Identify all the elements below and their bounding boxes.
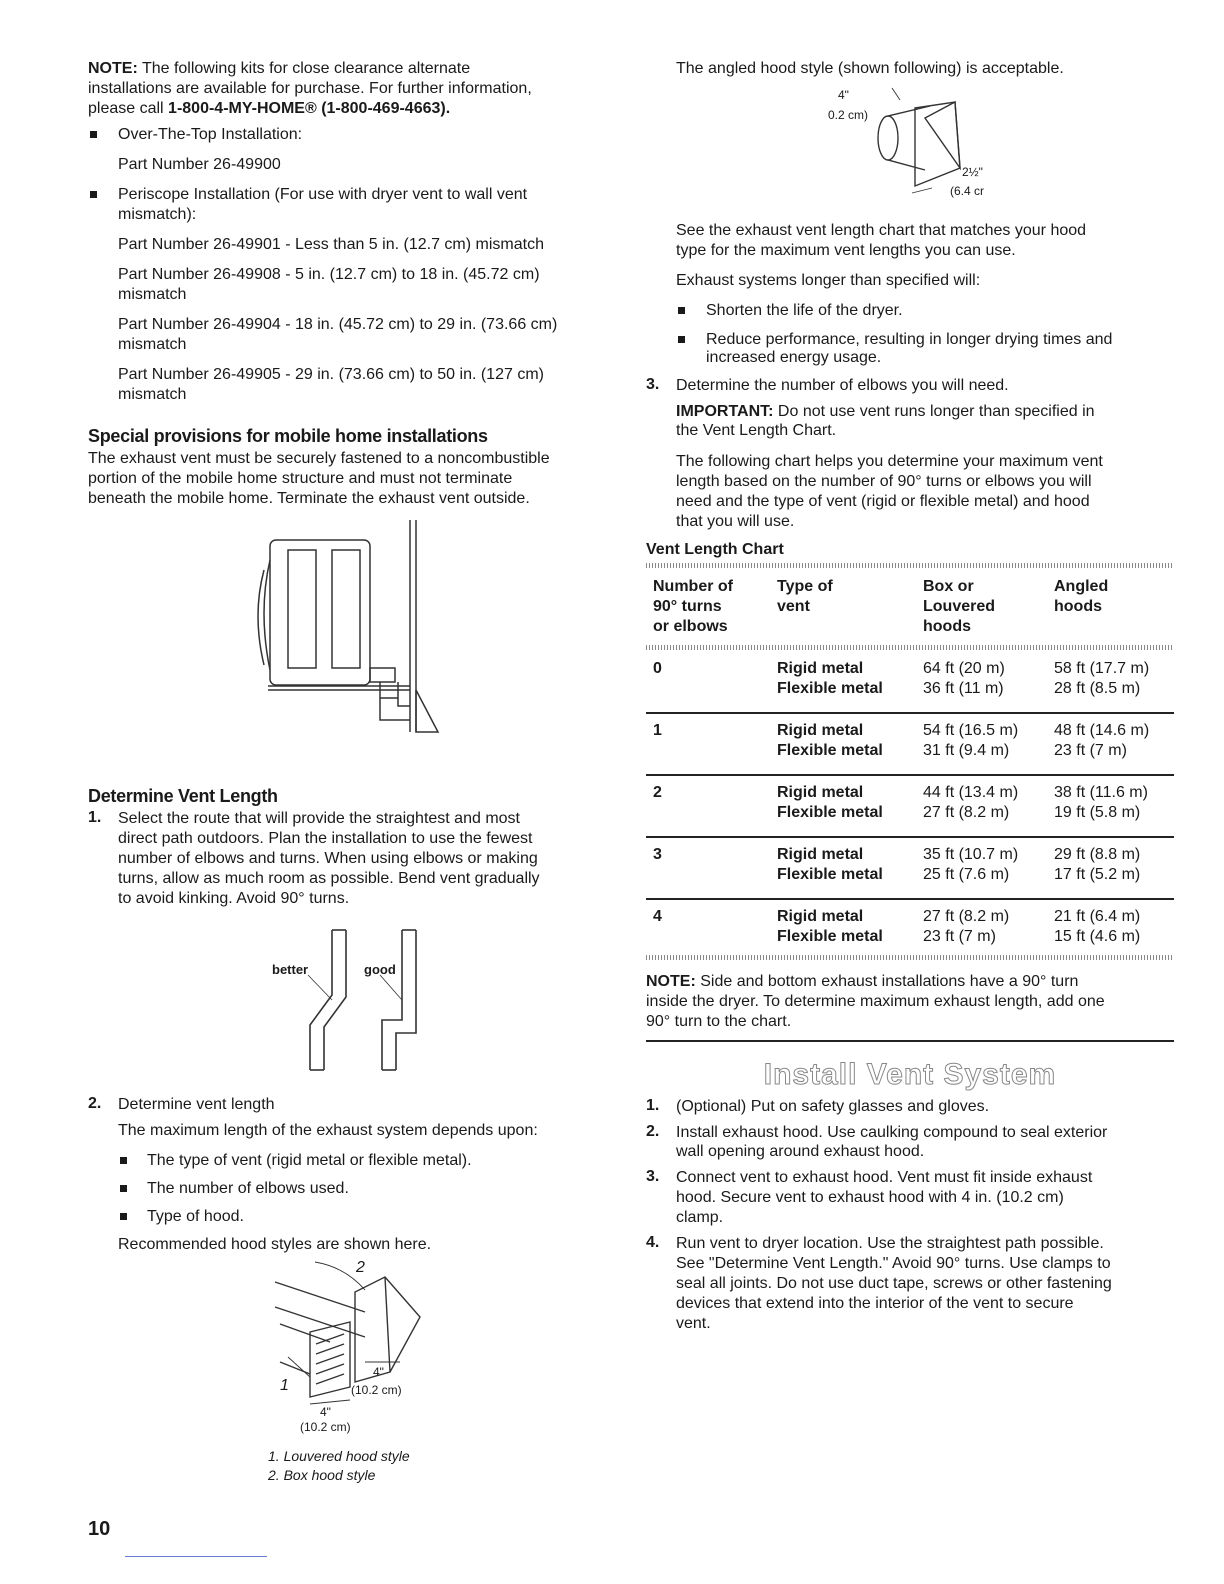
install-step-3: clamp. xyxy=(676,1209,724,1226)
cell-box-flexible: 25 ft (7.6 m) xyxy=(923,866,1010,883)
header-line: hoods xyxy=(1054,598,1102,615)
cell-rigid: Rigid metal xyxy=(777,846,864,863)
vent-length-chart-title: Vent Length Chart xyxy=(646,541,784,558)
kit-over-the-top: Over-The-Top Installation: xyxy=(118,126,303,143)
dimension-label: (10.2 cm) xyxy=(351,1383,402,1397)
table-header-turns xyxy=(653,577,733,637)
step-3-text: Determine the number of elbows you will need. xyxy=(676,377,1009,394)
part-number-line: mismatch xyxy=(118,336,187,353)
see-chart-text: type for the maximum vent lengths you can use. xyxy=(676,242,1016,259)
mobile-home-text: The exhaust vent must be securely fastened to a noncombustible xyxy=(88,450,550,467)
header-line: or elbows xyxy=(653,618,728,635)
effect-item: increased energy usage. xyxy=(706,349,882,366)
row-divider xyxy=(646,774,1174,776)
figure-label-2: 2 xyxy=(356,1259,365,1276)
cell-flexible: Flexible metal xyxy=(777,742,883,759)
install-step-4: seal all joints. Do not use duct tape, screws or other fastening xyxy=(676,1275,1112,1292)
part-number-line: mismatch xyxy=(118,386,187,403)
step-1-text: Select the route that will provide the straightest and most xyxy=(118,810,520,827)
part-number-line: Part Number 26-49904 - 18 in. (45.72 cm) to 29 in. (73.66 cm) xyxy=(118,316,558,333)
dimension-label: 4" xyxy=(320,1405,331,1419)
cell-angled-rigid: 29 ft (8.8 m) xyxy=(1054,846,1141,863)
effect-item: Shorten the life of the dryer. xyxy=(706,302,903,319)
figure-caption: 1. Louvered hood style xyxy=(268,1448,410,1464)
bullet-icon xyxy=(678,307,685,314)
good-label: good xyxy=(364,962,396,977)
note-text: Side and bottom exhaust installations have a 90° turn xyxy=(695,973,1079,990)
cell-angled-flexible: 15 ft (4.6 m) xyxy=(1054,928,1141,945)
see-chart-text: See the exhaust vent length chart that matches your hood xyxy=(676,222,1087,239)
note-text: please call xyxy=(88,100,169,117)
bullet-icon xyxy=(678,336,685,343)
install-vent-system-title: Install Vent System xyxy=(763,1058,1057,1091)
figure-label-1: 1 xyxy=(280,1377,289,1394)
cell-box-rigid: 35 ft (10.7 m) xyxy=(923,846,1019,863)
effect-item: Reduce performance, resulting in longer drying times and xyxy=(706,331,1113,348)
cell-angled-flexible: 28 ft (8.5 m) xyxy=(1054,680,1141,697)
cell-box-flexible: 36 ft (11 m) xyxy=(923,680,1004,697)
recommended-text: Recommended hood styles are shown here. xyxy=(118,1236,432,1253)
step-2-text: The maximum length of the exhaust system depends upon: xyxy=(118,1122,538,1139)
determine-vent-length-heading: Determine Vent Length xyxy=(88,786,278,806)
section-divider xyxy=(646,1040,1174,1042)
install-step-1: (Optional) Put on safety glasses and gloves. xyxy=(676,1098,990,1115)
step-2-text: Determine vent length xyxy=(118,1096,275,1113)
dimension-label: 4" xyxy=(838,88,849,102)
step-1-text: direct path outdoors. Plan the installation to use the fewest xyxy=(118,830,533,847)
page-number: 10 xyxy=(88,1518,111,1540)
note-text: The following kits for close clearance alternate xyxy=(141,60,471,77)
bullet-icon xyxy=(90,191,97,198)
cell-rigid: Rigid metal xyxy=(777,908,864,925)
install-step-2: Install exhaust hood. Use caulking compound to seal exterior xyxy=(676,1124,1108,1141)
header-line: 90° turns xyxy=(653,598,722,615)
cell-flexible: Flexible metal xyxy=(777,680,883,697)
dimension-label: 4" xyxy=(373,1365,384,1379)
dimension-label: 2½" xyxy=(962,165,983,179)
cell-angled-rigid: 58 ft (17.7 m) xyxy=(1054,660,1150,677)
dimension-label: 0.2 cm) xyxy=(828,108,869,122)
kit-periscope-cont: mismatch): xyxy=(118,206,197,223)
hood-styles-illustration xyxy=(270,1262,440,1422)
kit-periscope: Periscope Installation (For use with dryer vent to wall vent xyxy=(118,186,528,203)
step-number: 3. xyxy=(646,376,660,393)
cell-box-rigid: 27 ft (8.2 m) xyxy=(923,908,1010,925)
header-line: vent xyxy=(777,598,810,615)
footer-link-line xyxy=(125,1556,267,1557)
cell-box-rigid: 64 ft (20 m) xyxy=(923,660,1005,677)
table-header-box-louvered xyxy=(923,577,995,637)
bullet-icon xyxy=(120,1185,127,1192)
install-step-2: wall opening around exhaust hood. xyxy=(676,1143,925,1160)
angled-hood-intro: The angled hood style (shown following) is acceptable. xyxy=(676,60,1064,77)
dimension-label: (10.2 cm) xyxy=(300,1420,351,1434)
important-text: Do not use vent runs longer than specified in xyxy=(773,403,1095,420)
install-step-3: Connect vent to exhaust hood. Vent must fit inside exhaust xyxy=(676,1169,1093,1186)
cell-turns: 2 xyxy=(653,784,662,801)
dependency-item: The number of elbows used. xyxy=(147,1180,349,1197)
table-header-vent-type xyxy=(777,577,833,617)
cell-angled-rigid: 38 ft (11.6 m) xyxy=(1054,784,1148,801)
note-text: inside the dryer. To determine maximum exhaust length, add one xyxy=(646,993,1105,1010)
cell-rigid: Rigid metal xyxy=(777,660,864,677)
cell-angled-flexible: 19 ft (5.8 m) xyxy=(1054,804,1141,821)
mobile-home-dryer-illustration xyxy=(250,520,450,735)
row-divider xyxy=(646,712,1174,714)
cell-flexible: Flexible metal xyxy=(777,866,883,883)
row-divider xyxy=(646,898,1174,900)
install-step-4: See "Determine Vent Length." Avoid 90° turns. Use clamps to xyxy=(676,1255,1111,1272)
part-number-line: Part Number 26-49908 - 5 in. (12.7 cm) to 18 in. (45.72 cm) xyxy=(118,266,540,283)
table-header-border xyxy=(646,645,1174,650)
note-line-3 xyxy=(88,99,450,119)
cell-angled-flexible: 17 ft (5.2 m) xyxy=(1054,866,1141,883)
header-line: Type of xyxy=(777,578,833,595)
table-header-angled xyxy=(1054,577,1108,617)
important-label: IMPORTANT: xyxy=(676,403,774,420)
cell-turns: 1 xyxy=(653,722,662,739)
mobile-home-heading: Special provisions for mobile home installations xyxy=(88,426,488,446)
header-line: Angled xyxy=(1054,578,1109,595)
chart-intro-text: length based on the number of 90° turns or elbows you will xyxy=(676,473,1092,490)
dependency-item: Type of hood. xyxy=(147,1208,244,1225)
cell-rigid: Rigid metal xyxy=(777,784,864,801)
cell-turns: 4 xyxy=(653,908,662,925)
step-number: 2. xyxy=(646,1123,660,1140)
step-1-text: number of elbows and turns. When using elbows or making xyxy=(118,850,538,867)
header-line: Louvered xyxy=(923,598,996,615)
chart-note-line xyxy=(646,972,1078,992)
step-number: 2. xyxy=(88,1095,102,1112)
header-line: Number of xyxy=(653,578,733,595)
table-bottom-border xyxy=(646,955,1174,960)
step-number: 3. xyxy=(646,1168,660,1185)
note-line-2: installations are available for purchase. For further information, xyxy=(88,80,532,97)
better-label: better xyxy=(272,962,309,977)
bullet-icon xyxy=(90,131,97,138)
cell-box-rigid: 44 ft (13.4 m) xyxy=(923,784,1019,801)
mobile-home-text: beneath the mobile home. Terminate the exhaust vent outside. xyxy=(88,490,530,507)
cell-angled-rigid: 48 ft (14.6 m) xyxy=(1054,722,1150,739)
table-top-border xyxy=(646,563,1174,568)
dependency-item: The type of vent (rigid metal or flexible metal). xyxy=(147,1152,472,1169)
step-number: 1. xyxy=(88,809,102,826)
cell-box-flexible: 27 ft (8.2 m) xyxy=(923,804,1010,821)
header-line: Box or xyxy=(923,578,974,595)
cell-flexible: Flexible metal xyxy=(777,928,883,945)
kit-part-number: Part Number 26-49900 xyxy=(118,156,281,173)
important-line xyxy=(676,402,1095,422)
chart-intro-text: that you will use. xyxy=(676,513,795,530)
cell-angled-flexible: 23 ft (7 m) xyxy=(1054,742,1127,759)
bullet-icon xyxy=(120,1213,127,1220)
note-text: 90° turn to the chart. xyxy=(646,1013,792,1030)
install-step-3: hood. Secure vent to exhaust hood with 4 in. (10.2 cm) xyxy=(676,1189,1064,1206)
figure-caption: 2. Box hood style xyxy=(268,1467,376,1483)
important-text: the Vent Length Chart. xyxy=(676,422,837,439)
install-step-4: vent. xyxy=(676,1315,711,1332)
step-number: 1. xyxy=(646,1097,660,1114)
cell-box-flexible: 31 ft (9.4 m) xyxy=(923,742,1010,759)
cell-flexible: Flexible metal xyxy=(777,804,883,821)
better-good-vent-illustration xyxy=(270,925,440,1075)
longer-systems-text: Exhaust systems longer than specified will: xyxy=(676,272,981,289)
dimension-label: (6.4 cr xyxy=(950,184,985,198)
header-line: hoods xyxy=(923,618,971,635)
cell-box-rigid: 54 ft (16.5 m) xyxy=(923,722,1019,739)
row-divider xyxy=(646,836,1174,838)
bullet-icon xyxy=(120,1157,127,1164)
cell-angled-rigid: 21 ft (6.4 m) xyxy=(1054,908,1141,925)
step-number: 4. xyxy=(646,1234,660,1251)
chart-intro-text: The following chart helps you determine your maximum vent xyxy=(676,453,1103,470)
note-label: NOTE: xyxy=(646,973,696,990)
cell-rigid: Rigid metal xyxy=(777,722,864,739)
install-step-4: Run vent to dryer location. Use the straightest path possible. xyxy=(676,1235,1104,1252)
install-step-4: devices that extend into the interior of the vent to secure xyxy=(676,1295,1074,1312)
chart-intro-text: need and the type of vent (rigid or flexible metal) and hood xyxy=(676,493,1090,510)
cell-turns: 0 xyxy=(653,660,662,677)
part-number-line: Part Number 26-49901 - Less than 5 in. (12.7 cm) mismatch xyxy=(118,236,544,253)
step-1-text: turns, allow as much room as possible. Bend vent gradually xyxy=(118,870,540,887)
step-1-text: to avoid kinking. Avoid 90° turns. xyxy=(118,890,350,907)
phone-number: 1-800-4-MY-HOME® (1-800-469-4663). xyxy=(168,100,451,117)
note-label: NOTE: xyxy=(88,60,138,77)
part-number-line: Part Number 26-49905 - 29 in. (73.66 cm) to 50 in. (127 cm) xyxy=(118,366,544,383)
note-line-1 xyxy=(88,59,470,79)
cell-box-flexible: 23 ft (7 m) xyxy=(923,928,996,945)
part-number-line: mismatch xyxy=(118,286,187,303)
cell-turns: 3 xyxy=(653,846,662,863)
mobile-home-text: portion of the mobile home structure and must not terminate xyxy=(88,470,513,487)
